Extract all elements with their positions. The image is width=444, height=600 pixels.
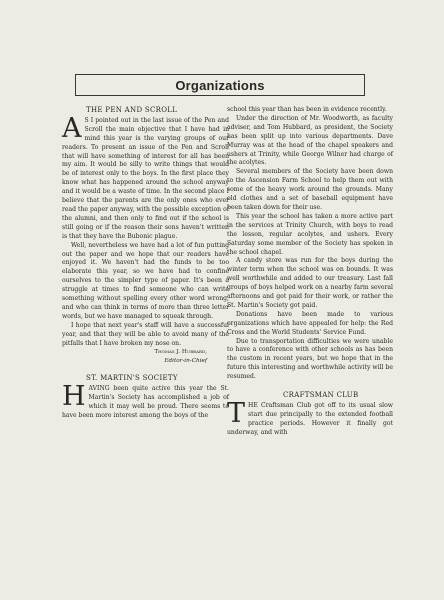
st-martins-paragraph-6: Donations have been made to various organizations which have appealed for help: the Red Cross and the World Students' Service Fund. <box>227 310 393 336</box>
craftsman-paragraph-1 <box>227 398 393 438</box>
signature-role: Editor-in-Chief <box>164 357 207 364</box>
st-martins-paragraph-3: Several members of the Society have been down to the Ascension Farm School to help them out with some of the heavy work around the grounds. Many old clothes and a set of baseball equipment have been taken down for their use. <box>227 168 393 211</box>
st-martins-paragraph-1-cont: school this year than has been in evidence recently. <box>227 106 387 113</box>
pen-scroll-paragraph-3: I hope that next year's staff will have a successful year, and that they will be able to avoid many of the pitfalls that I have broken my nose on. <box>62 321 229 347</box>
pen-scroll-p1-text: S I pointed out in the last issue of the Pen and Scroll the main objective that I have had in mind this year is the varying groups of our readers. To present an issue of the Pen and Scroll that will have something of interest for all has been my aim. It would be silly to write things that would be of interest only to the boys. In the first place they know what has happened around the school anyway and it would be a waste of time. In the second place I believe that the parents are the only ones who ever read the paper anyway, with the possible exception of the alumni, and then only to find out if the school is still going or if the reason their sons haven't written is that they have the Bubonic plague. <box>62 116 229 240</box>
pen-scroll-paragraph-1 <box>62 112 229 242</box>
st-martins-paragraph-7: Due to transportation difficulties we were unable to have a conference with other schools as has been the custom in recent years, but we hope that in the future this interesting and worthwhile activity will be resumed. <box>227 337 393 381</box>
st-martins-p1-text: AVING been quite active this year the St. Martin's Society has accomplished a job of which it may well be proud. There seems to have been more interest among the boys of the <box>62 385 229 420</box>
signature-name: Thomas J. Hubbard, <box>154 349 207 356</box>
craftsman-p1-text: HE Craftsman Club got off to its usual slow start due principally to the extended football practice periods. However it finally got underway, and with <box>227 402 393 436</box>
st-martins-paragraph-4: This year the school has taken a more active part in the services at Trinity Church, with boys to read the lesson, regular acolytes, and ushers. Every Saturday some member of the Society has spoken in the school chapel. <box>227 212 393 256</box>
right-column <box>227 106 393 438</box>
st-martins-heading: ST. MARTIN'S SOCIETY <box>86 374 178 383</box>
st-martins-paragraph-1 <box>62 381 229 421</box>
st-martins-paragraph-2: Under the direction of Mr. Woodworth, as faculty adviser, and Tom Hubbard, as president, the Society has been split up into various departments. Dave Murray was at the head of the chapel speakers and ushers at Trinity, while George Wilner had charge of the acolytes. <box>227 114 393 167</box>
st-martins-dropcap: H <box>62 381 86 413</box>
left-column <box>62 106 229 421</box>
page-title: Organizations <box>175 77 265 93</box>
signature-block <box>62 348 207 365</box>
pen-scroll-paragraph-2: Well, nevertheless we have had a lot of fun putting out the paper and we hope that our readers have enjoyed it. We haven't had the funds to be too elaborate this year, so we have had to confine ourselves to the simpler type of paper. It's been a struggle at times to find someone who can write something without spelling every other word wrong, and who can think in terms of more than three letter words, but we have managed to squeak through. <box>62 241 229 320</box>
craftsman-dropcap: T <box>227 398 246 429</box>
page-title-box <box>75 74 365 96</box>
pen-scroll-heading: THE PEN AND SCROLL <box>86 106 178 114</box>
pen-scroll-dropcap: A <box>62 112 82 144</box>
craftsman-heading: CRAFTSMAN CLUB <box>283 391 359 400</box>
st-martins-paragraph-5: A candy store was run for the boys during the winter term when the school was on bounds. It was well worthwhile and added to our treasury. Last fall groups of boys helped work on a nearby farm several afternoons and got paid for their work, or rather the St. Martin's Society got paid. <box>227 257 393 309</box>
